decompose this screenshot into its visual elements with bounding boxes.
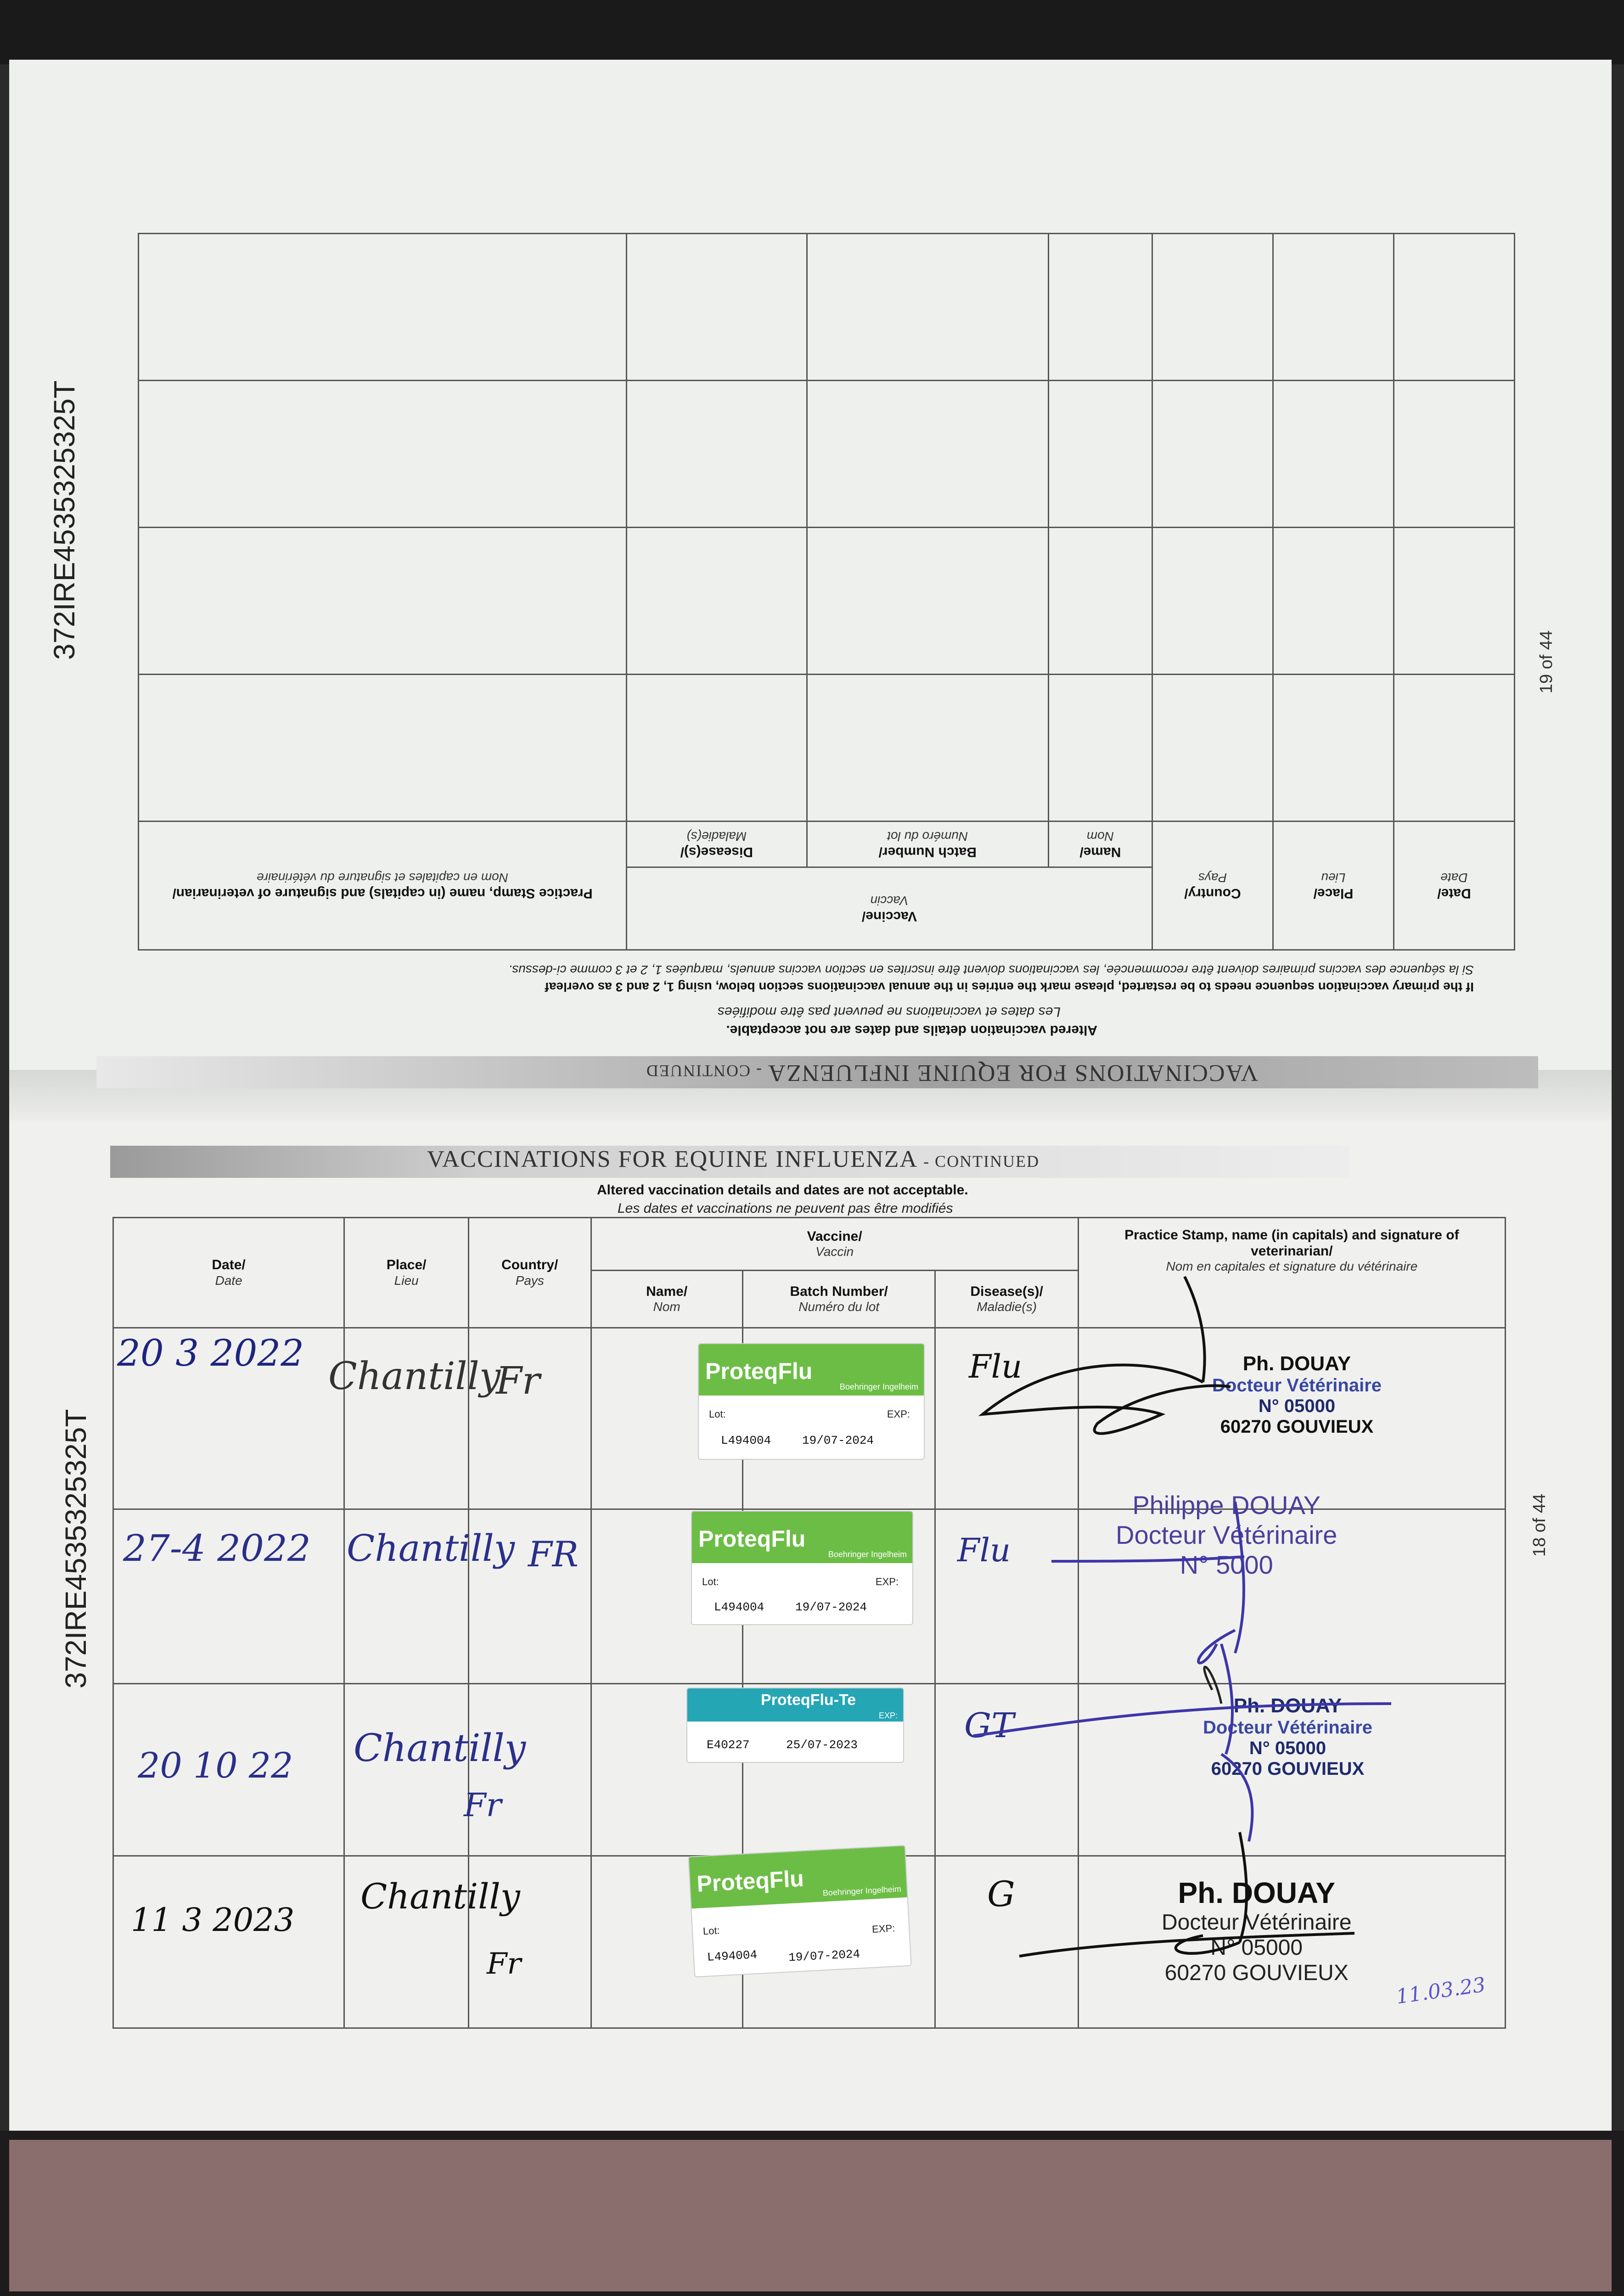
restart-note-fr: Si la séquence des vaccins primaires doivent être recommencée, les vaccinations doivent être inscrites en section vaccins annuels, marquées 1, 2 et 3 comme ci-dessus. <box>508 963 1474 977</box>
top-vaccination-table <box>138 233 1515 951</box>
section-suffix: - CONTINUED <box>923 1152 1040 1171</box>
altered-note-fr: Les dates et vaccinations ne peuvent pas être modifiées <box>717 1004 1061 1019</box>
row3-place: Chantilly <box>354 1727 526 1770</box>
header-country <box>469 1218 591 1328</box>
stamp-title: Docteur Vétérinaire <box>1203 1717 1373 1738</box>
row4-date: 11 3 2023 <box>131 1901 295 1939</box>
label-band <box>699 1344 924 1396</box>
stamp-name: Philippe DOUAY <box>1132 1491 1321 1519</box>
handwritten-date-note: 11.03.23 <box>1394 1973 1487 2009</box>
page-number-18: 18 of 44 <box>1530 1493 1550 1557</box>
header-vaccine <box>627 867 1152 950</box>
header-place-fr: Lieu <box>394 1273 419 1288</box>
header-date <box>113 1218 344 1328</box>
header-disease-label: Disease(s)/ <box>680 844 753 860</box>
page-number-19: 19 of 44 <box>1537 630 1557 694</box>
row2-date: 27-4 2022 <box>123 1527 311 1570</box>
label-expiry: 19/07-2024 <box>802 1434 874 1447</box>
header-date <box>1394 822 1515 950</box>
stamp-name: Ph. DOUAY <box>1233 1694 1342 1717</box>
empty-row <box>139 381 1515 528</box>
header-name <box>1048 822 1152 867</box>
label-lot: Lot: <box>702 1925 720 1937</box>
stamp-title: Docteur Vétérinaire <box>1162 1910 1352 1935</box>
header-disease-fr: Maladie(s) <box>977 1300 1037 1314</box>
vaccine-label-proteqflu <box>698 1343 925 1460</box>
section-title-text: VACCINATIONS FOR EQUINE INFLUENZA <box>768 1060 1258 1086</box>
header-batch-fr: Numéro du lot <box>887 829 968 844</box>
header-batch <box>742 1271 935 1328</box>
header-stamp-label: Practice Stamp, name (in capitals) and signature of veterinarian/ <box>172 885 593 901</box>
header-country-fr: Pays <box>515 1273 544 1288</box>
header-vaccine-label: Vaccine/ <box>861 908 917 924</box>
label-exp: EXP: <box>875 1576 899 1587</box>
header-name <box>591 1271 742 1328</box>
label-maker: Boehringer Ingelheim <box>822 1884 902 1898</box>
header-stamp-label: Practice Stamp, name (in capitals) and signature of veterinarian/ <box>1124 1227 1459 1259</box>
header-batch-label: Batch Number/ <box>878 844 977 860</box>
label-batch: L494004 <box>714 1600 764 1614</box>
header-name-label: Name/ <box>1079 844 1121 860</box>
empty-row <box>139 234 1515 381</box>
label-exp: EXP: <box>878 1711 898 1720</box>
stamp-number: N° 05000 <box>1258 1396 1336 1416</box>
vaccine-label-proteqflu <box>688 1845 911 1977</box>
header-disease-fr: Maladie(s) <box>686 829 747 844</box>
header-name-fr: Nom <box>653 1300 680 1314</box>
label-batch: L494004 <box>707 1948 758 1964</box>
row3-date: 20 10 22 <box>138 1745 293 1786</box>
header-date-fr: Date <box>1440 871 1468 885</box>
label-band <box>689 1846 907 1908</box>
signature-row4 <box>1010 1832 1400 1993</box>
label-band <box>692 1512 912 1563</box>
header-place <box>344 1218 469 1328</box>
header-vaccine <box>591 1218 1078 1271</box>
header-place-label: Place/ <box>386 1257 427 1273</box>
stamp-title: Docteur Vétérinaire <box>1212 1375 1382 1396</box>
row2-place: Chantilly <box>347 1527 515 1570</box>
header-vaccine-fr: Vaccin <box>815 1244 854 1259</box>
vaccine-label-proteqflu <box>691 1511 913 1625</box>
header-date-label: Date/ <box>1437 885 1471 901</box>
label-brand: ProteqFlu <box>698 1526 806 1552</box>
altered-note: Altered vaccination details and dates are not acceptable. <box>726 1023 1097 1038</box>
label-lot: Lot: <box>702 1576 719 1587</box>
header-place <box>1273 822 1394 950</box>
header-date-fr: Date <box>215 1273 242 1288</box>
header-name-fr: Nom <box>1086 829 1114 844</box>
label-exp: EXP: <box>887 1408 910 1420</box>
label-batch: E40227 <box>707 1738 750 1752</box>
row1-disease: Flu <box>969 1348 1023 1385</box>
label-maker: Boehringer Ingelheim <box>839 1382 918 1391</box>
header-country-fr: Pays <box>1198 871 1227 885</box>
label-brand: ProteqFlu-Te <box>761 1691 856 1709</box>
row1-date: 20 3 2022 <box>117 1332 304 1374</box>
header-place-label: Place/ <box>1313 885 1354 901</box>
header-stamp-fr: Nom en capitales et signature du vétérinaire <box>1166 1259 1418 1273</box>
label-lot: Lot: <box>709 1408 726 1420</box>
stamp-city: 60270 GOUVIEUX <box>1164 1961 1349 1985</box>
stamp-name: Ph. DOUAY <box>1178 1876 1336 1909</box>
row4-disease: G <box>987 1874 1015 1914</box>
row1-country: Fr <box>496 1359 540 1403</box>
row1-place: Chantilly <box>328 1355 501 1398</box>
label-expiry: 25/07-2023 <box>786 1738 858 1752</box>
signature-row3 <box>937 1635 1419 1864</box>
stamp-number: N° 05000 <box>1249 1738 1326 1758</box>
cover-top-edge <box>0 0 1624 64</box>
section-title-bottom <box>427 1146 1040 1173</box>
header-batch <box>807 822 1048 867</box>
header-stamp <box>139 822 627 950</box>
header-name-label: Name/ <box>646 1283 688 1299</box>
empty-row <box>139 528 1515 675</box>
row3-country: Fr <box>464 1786 502 1824</box>
header-disease-label: Disease(s)/ <box>970 1283 1043 1299</box>
label-batch: L494004 <box>721 1434 771 1447</box>
altered-note-fr: Les dates et vaccinations ne peuvent pas être modifiés <box>618 1201 953 1216</box>
header-country <box>1152 822 1273 950</box>
header-batch-fr: Numéro du lot <box>798 1300 880 1314</box>
header-batch-label: Batch Number/ <box>790 1283 888 1299</box>
header-place-fr: Lieu <box>1321 871 1346 885</box>
header-stamp-fr: Nom en capitales et signature du vétérinaire <box>257 871 508 885</box>
row2-country: FR <box>528 1534 579 1575</box>
row2-disease: Flu <box>957 1531 1011 1569</box>
empty-row <box>139 675 1515 822</box>
header-vaccine-fr: Vaccin <box>870 894 909 908</box>
vaccine-label-proteqflu-te <box>686 1688 904 1763</box>
top-page-content <box>73 115 1534 1102</box>
label-band <box>687 1688 903 1722</box>
stamp-name: Ph. DOUAY <box>1242 1352 1351 1375</box>
row3-disease: GT <box>964 1706 1014 1745</box>
section-title <box>646 1059 1258 1086</box>
header-vaccine-label: Vaccine/ <box>807 1228 862 1244</box>
label-exp: EXP: <box>871 1922 895 1935</box>
restart-note: If the primary vaccination sequence needs to be restarted, please mark the entries in the annual vaccinations section below, using 1, 2 and 3 as overleaf <box>545 980 1474 994</box>
stamp-city: 60270 GOUVIEUX <box>1220 1417 1374 1437</box>
label-expiry: 19/07-2024 <box>788 1947 860 1965</box>
row4-country: Fr <box>487 1947 521 1981</box>
altered-note: Altered vaccination details and dates are not acceptable. <box>597 1182 968 1198</box>
section-suffix: - CONTINUED <box>645 1062 762 1080</box>
section-title-text: VACCINATIONS FOR EQUINE INFLUENZA <box>427 1146 917 1172</box>
label-expiry: 19/07-2024 <box>795 1600 867 1614</box>
passport-id-top: 372IRE4535325325T <box>48 380 81 660</box>
stamp-title: Docteur Vétérinaire <box>1116 1520 1337 1549</box>
header-disease <box>627 822 807 867</box>
passport-id-bottom: 372IRE4535325325T <box>59 1409 92 1688</box>
header-country-label: Country/ <box>1184 885 1241 901</box>
stamp-number: N° 5000 <box>1180 1550 1273 1579</box>
stamp-number: N° 05000 <box>1210 1936 1303 1960</box>
header-country-label: Country/ <box>501 1257 558 1273</box>
label-brand: ProteqFlu <box>696 1865 805 1897</box>
signature-row1 <box>946 1277 1313 1483</box>
header-date-label: Date/ <box>212 1257 246 1273</box>
cover-strip <box>9 2140 1612 2291</box>
stamp-city: 60270 GOUVIEUX <box>1211 1759 1365 1779</box>
row4-place: Chantilly <box>360 1876 520 1917</box>
label-brand: ProteqFlu <box>705 1358 813 1384</box>
label-maker: Boehringer Ingelheim <box>828 1550 907 1559</box>
